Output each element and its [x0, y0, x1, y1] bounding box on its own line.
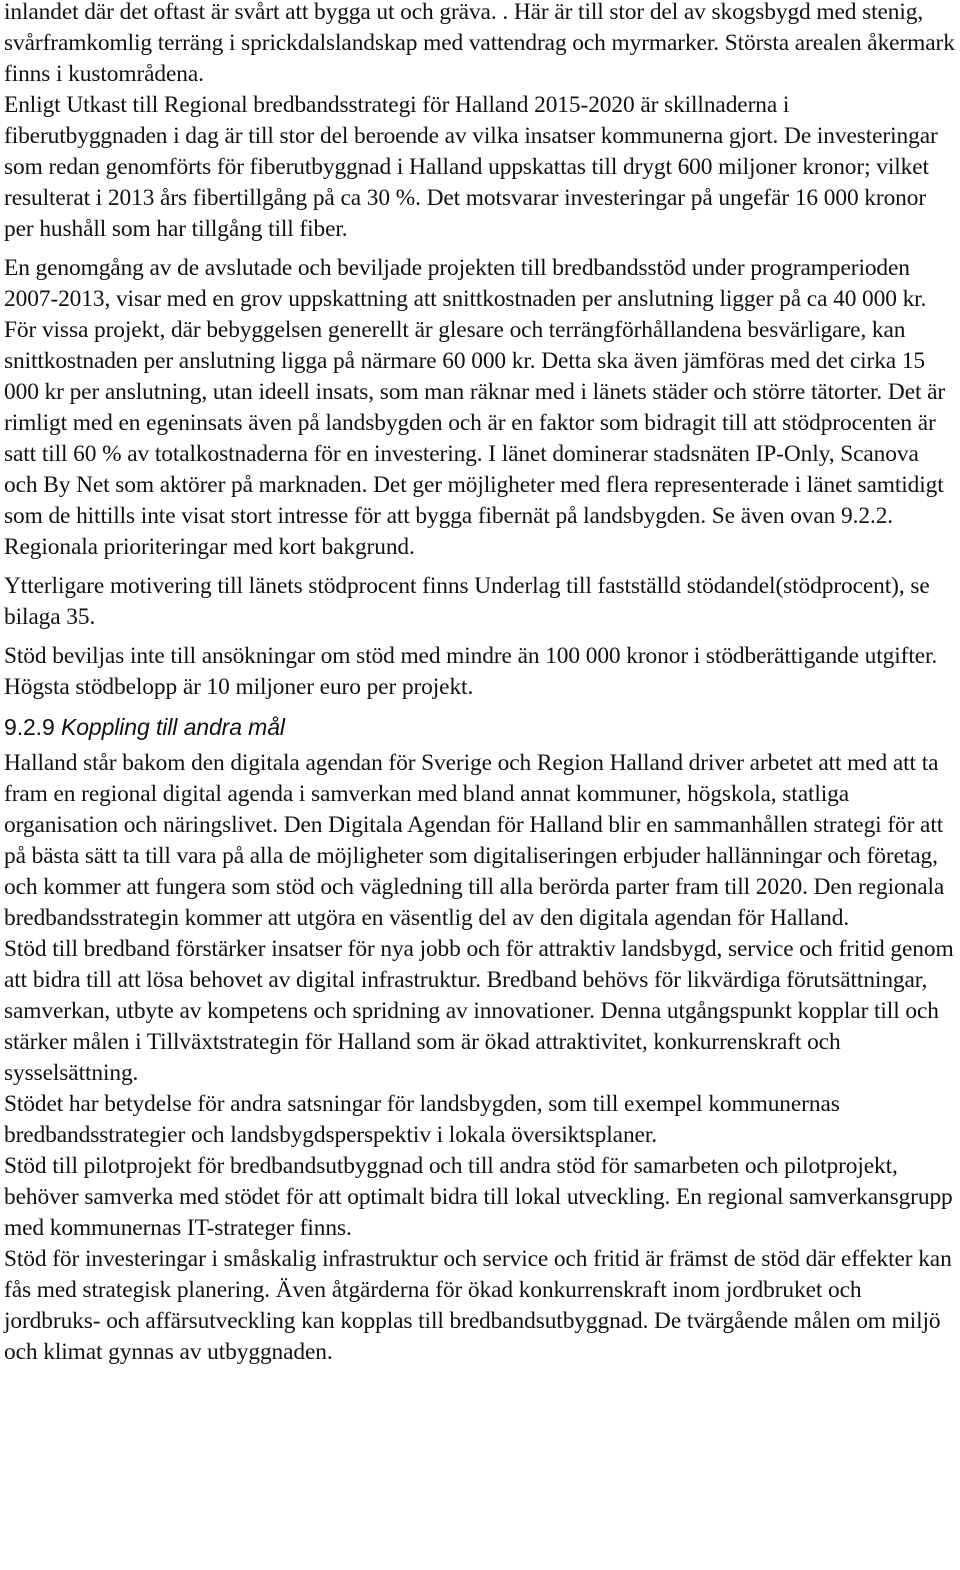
paragraph-project-costs: En genomgång av de avslutade och beviljade projekten till bredbandsstöd under programperioden 2007-2013, visar med en grov uppskattning att snittkostnaden per anslutning ligger på ca 40 000 kr. För vissa projekt, där bebyggelsen generellt är glesare och terrängförhållandena besvärligare, kan snittkostnaden per anslutning ligga på närmare 60 000 kr. Detta ska även jämföras med det cirka 15 000 kr per anslutning, utan ideell insats, som man räknar med i länets städer och större tätorter. Det är rimligt med en egeninsats även på landsbygden och är en faktor som bidragit till att stödprocenten är satt till 60 % av totalkostnaderna för en investering. I länet dominerar stadsnäten IP-Only, Scanova och By Net som aktörer på marknaden. Det ger möjligheter med flera representerade i länet samtidigt som de hittills inte visat stort intresse för att bygga fibernät på landsbygden. Se även ovan 9.2.2. Regionala prioriteringar med kort bakgrund. [4, 255, 946, 560]
paragraph-regional-strategy: Enligt Utkast till Regional bredbandsstrategi för Halland 2015-2020 är skillnaderna i fiberutbyggnaden i dag är till stor del beroende av vilka insatser kommunerna gjort. De investeringar som redan genomförts för fiberutbyggnad i Halland uppskattas till drygt 600 miljoner kronor; vilket resulterat i 2013 års fibertillgång på ca 30 %. Det motsvarar investeringar på ungefär 16 000 kronor per hushåll som har tillgång till fiber. [4, 92, 938, 242]
section-number: 9.2.9 [4, 714, 55, 740]
paragraph-rural-initiatives: Stödet har betydelse för andra satsningar för landsbygden, som till exempel kommunernas bredbandsstrategier och landsbygdsperspektiv i lokala översiktsplaner. [4, 1091, 840, 1148]
paragraph-support-limits: Stöd beviljas inte till ansökningar om stöd med mindre än 100 000 kronor i stödberättigande utgifter. Högsta stödbelopp är 10 miljoner euro per projekt. [4, 643, 938, 700]
document-page [4, 0, 957, 1368]
section-title: Koppling till andra mål [60, 714, 285, 740]
paragraph-motivation: Ytterligare motivering till länets stödprocent finns Underlag till fastställd stödandel(stödprocent), se bilaga 35. [4, 573, 930, 630]
section-heading [4, 711, 957, 743]
paragraph-terrain: inlandet där det oftast är svårt att bygga ut och gräva. . Här är till stor del av skogsbygd med stenig, svårframkomlig terräng i sprickdalslandskap med vattendrag och myrmarker. Största arealen åkermark finns i kustområdena. [4, 0, 955, 87]
paragraph-pilot-projects: Stöd till pilotprojekt för bredbandsutbyggnad och till andra stöd för samarbeten och pilotprojekt, behöver samverka med stödet för att optimalt bidra till lokal utveckling. En regional samverkansgrupp med kommunernas IT-strateger finns. [4, 1153, 953, 1241]
paragraph-broadband-support: Stöd till bredband förstärker insatser för nya jobb och för attraktiv landsbygd, service och fritid genom att bidra till att lösa behovet av digital infrastruktur. Bredband behövs för likvärdiga förutsättningar, samverkan, utbyte av kompetens och spridning av innovationer. Denna utgångspunkt kopplar till och stärker målen i Tillväxtstrategin för Halland som är ökad attraktivitet, konkurrenskraft och sysselsättning. [4, 936, 954, 1086]
paragraph-small-infrastructure: Stöd för investeringar i småskalig infrastruktur och service och fritid är främst de stöd där effekter kan fås med strategisk planering. Även åtgärderna för ökad konkurrenskraft inom jordbruket och jordbruks- och affärsutveckling kan kopplas till bredbandsutbyggnad. De tvärgående målen om miljö och klimat gynnas av utbyggnaden. [4, 1246, 952, 1365]
paragraph-digital-agenda: Halland står bakom den digitala agendan för Sverige och Region Halland driver arbetet att med att ta fram en regional digital agenda i samverkan med bland annat kommuner, högskola, statliga organisation och näringslivet. Den Digitala Agendan för Halland blir en sammanhållen strategi för att på bästa sätt ta till vara på alla de möjligheter som digitaliseringen erbjuder hallänningar och företag, och kommer att fungera som stöd och vägledning till alla berörda parter fram till 2020. Den regionala bredbandsstrategin kommer att utgöra en väsentlig del av den digitala agendan för Halland. [4, 750, 945, 931]
